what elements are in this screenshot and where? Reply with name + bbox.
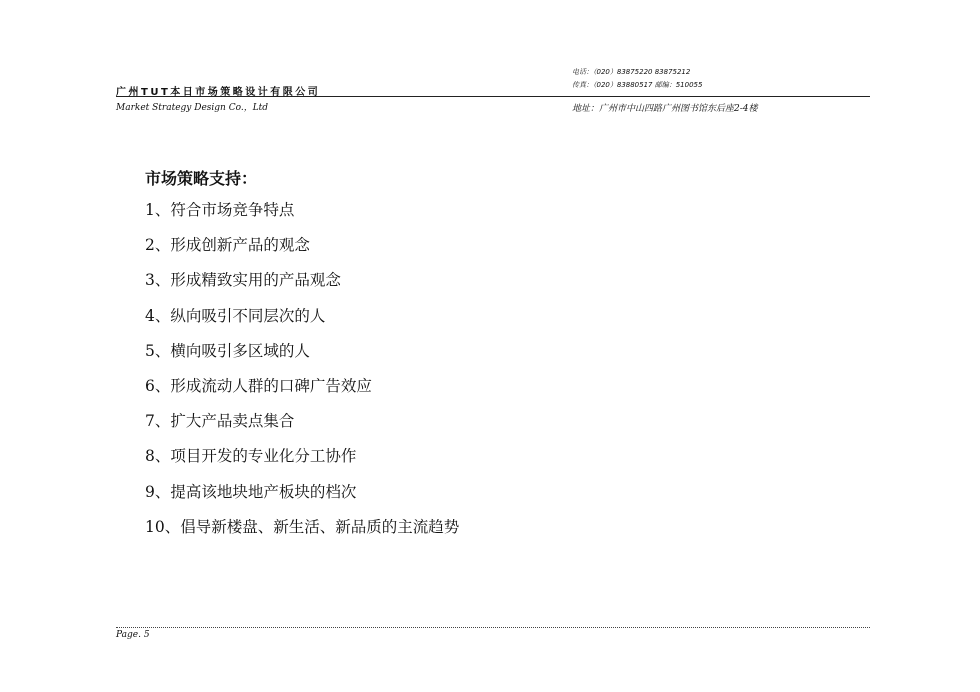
list-item: 9、提高该地块地产板块的档次	[145, 482, 357, 501]
list-item: 1、符合市场竞争特点	[145, 201, 295, 219]
footer-divider	[116, 627, 870, 628]
strategy-point-list	[145, 198, 459, 550]
list-item: 10、倡导新楼盘、新生活、新品质的主流趋势	[145, 517, 460, 536]
list-item: 2、形成创新产品的观念	[145, 236, 310, 255]
list-item: 4、纵向吸引不同层次的人	[145, 306, 326, 325]
list-item: 7、扩大产品卖点集合	[145, 412, 295, 431]
header-phone: 电话：（020）83875220 83875212	[572, 68, 691, 76]
list-item: 5、横向吸引多区域的人	[145, 341, 310, 360]
header-fax-postcode: 传真：（020）83880517 邮编：510055	[572, 81, 703, 89]
section-title: 市场策略支持：	[145, 169, 258, 188]
list-item: 8、项目开发的专业化分工协作	[145, 447, 357, 466]
list-item: 6、形成流动人群的口碑广告效应	[145, 376, 372, 395]
list-item: 3、形成精致实用的产品观念	[145, 271, 341, 290]
header-company-name: 广州TUT本日市场策略设计有限公司	[116, 87, 321, 98]
page-number: Page. 5	[116, 630, 150, 640]
header-divider	[116, 96, 870, 97]
header-english-name: Market Strategy Design Co.，Ltd	[116, 103, 269, 113]
header-address: 地址：广州市中山四路广州图书馆东后座2-4楼	[572, 104, 758, 114]
